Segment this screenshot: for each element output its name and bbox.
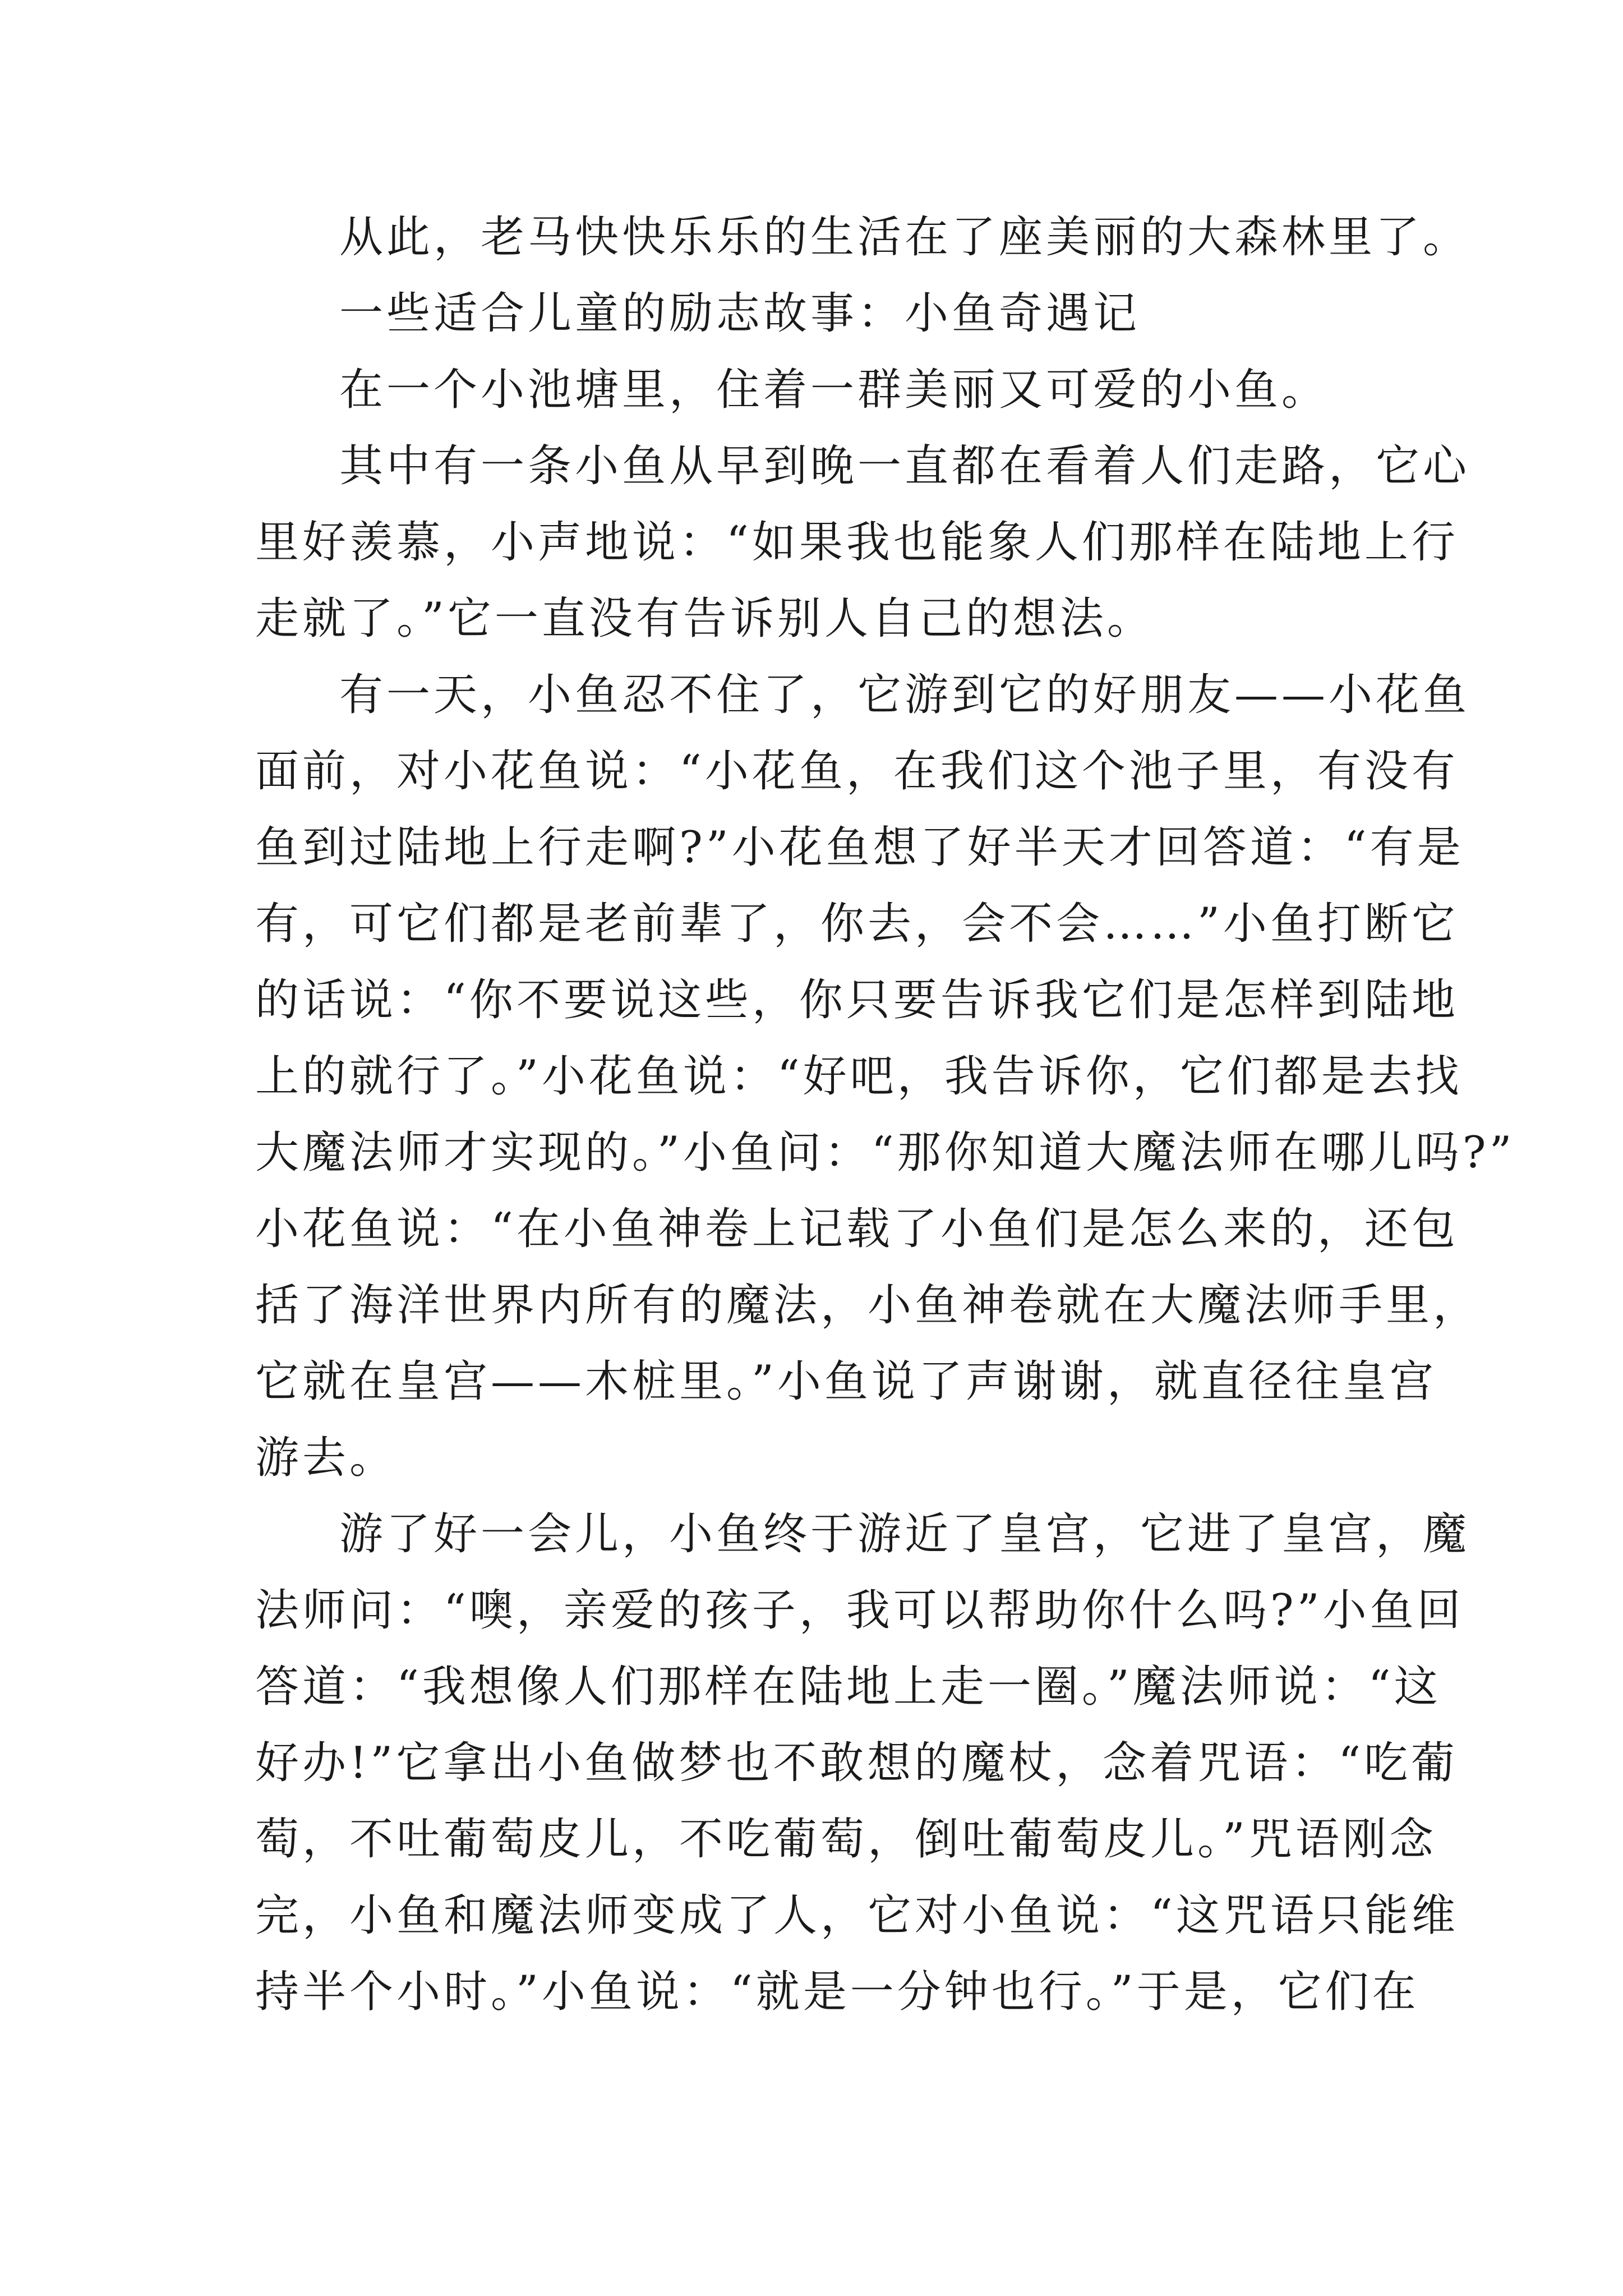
body-text [255, 199, 1515, 2030]
text-line: 有，可它们都是老前辈了，你去，会不会……”小鱼打断它 [255, 899, 1459, 949]
text-line: 括了海洋世界内所有的魔法，小鱼神卷就在大魔法师手里， [255, 1280, 1481, 1331]
text-line: 鱼到过陆地上行走啊?”小花鱼想了好半天才回答道：“有是 [255, 822, 1464, 873]
text-line: 里好羡慕，小声地说：“如果我也能象人们那样在陆地上行 [255, 517, 1459, 568]
text-line: 大魔法师才实现的。”小鱼问：“那你知道大魔法师在哪儿吗?” [255, 1128, 1515, 1178]
text-line: 法师问：“噢，亲爱的孩子，我可以帮助你什么吗?”小鱼回 [255, 1585, 1464, 1636]
text-line: 在一个小池塘里，住着一群美丽又可爱的小鱼。 [339, 365, 1329, 415]
text-line: 其中有一条小鱼从早到晚一直都在看着人们走路，它心 [339, 441, 1470, 491]
text-line: 上的就行了。”小花鱼说：“好吧，我告诉你，它们都是去找 [255, 1051, 1463, 1102]
text-line: 走就了。”它一直没有告诉别人自己的想法。 [255, 593, 1154, 644]
text-line: 从此，老马快快乐乐的生活在了座美丽的大森林里了。 [339, 212, 1470, 263]
text-line: 的话说：“你不要说这些，你只要告诉我它们是怎样到陆地 [255, 975, 1459, 1025]
text-line: 好办!”它拿出小鱼做梦也不敢想的魔杖，念着咒语：“吃葡 [255, 1738, 1459, 1788]
text-line: 小花鱼说：“在小鱼神卷上记载了小鱼们是怎么来的，还包 [255, 1204, 1459, 1254]
text-line: 面前，对小花鱼说：“小花鱼，在我们这个池子里，有没有 [255, 746, 1459, 797]
text-line: 完，小鱼和魔法师变成了人，它对小鱼说：“这咒语只能维 [255, 1890, 1459, 1941]
text-line: 萄，不吐葡萄皮儿，不吃葡萄，倒吐葡萄皮儿。”咒语刚念 [255, 1814, 1437, 1865]
section-heading: 一些适合儿童的励志故事：小鱼奇遇记 [339, 288, 1141, 339]
text-line: 它就在皇宫——木桩里。”小鱼说了声谢谢，就直径往皇宫 [255, 1356, 1437, 1407]
text-line: 游了好一会儿，小鱼终于游近了皇宫，它进了皇宫，魔 [339, 1509, 1470, 1559]
text-line: 游去。 [255, 1433, 397, 1483]
text-line: 答道：“我想像人们那样在陆地上走一圈。”魔法师说：“这 [255, 1662, 1441, 1712]
text-line: 持半个小时。”小鱼说：“就是一分钟也行。”于是，它们在 [255, 1967, 1419, 2017]
text-line: 有一天，小鱼忍不住了，它游到它的好朋友——小花鱼 [339, 670, 1470, 720]
